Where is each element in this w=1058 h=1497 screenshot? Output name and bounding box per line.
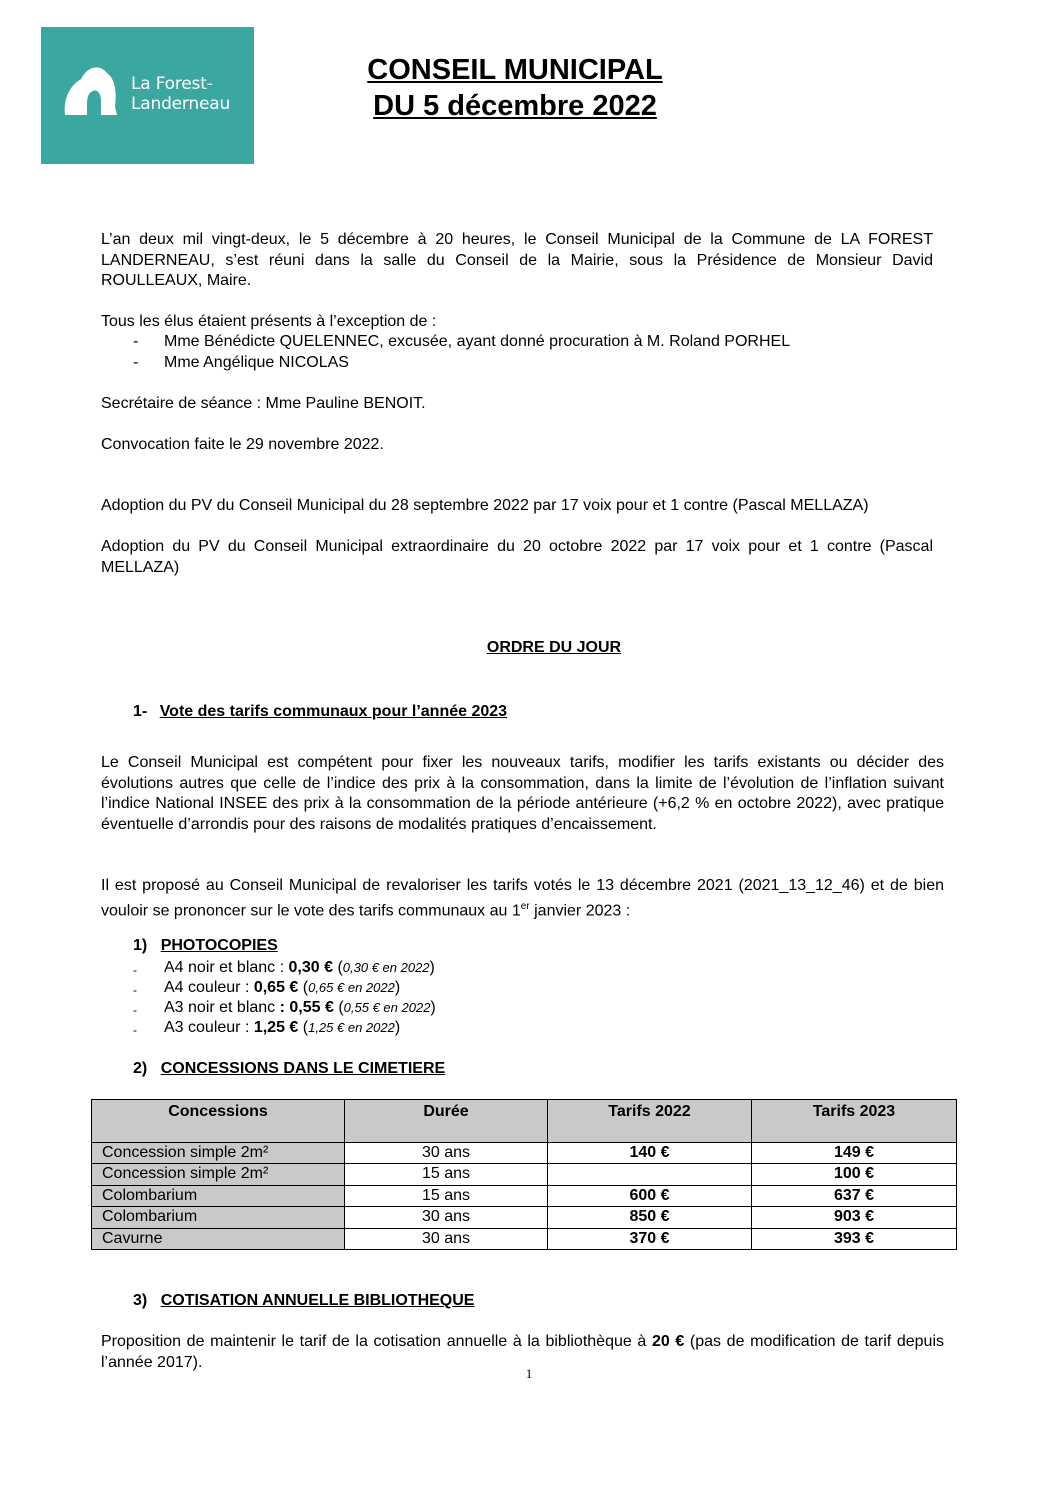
section-1-paragraph-2 <box>101 876 944 922</box>
adoption-2: Adoption du PV du Conseil Municipal extraordinaire du 20 octobre 2022 par 17 voix pour et 1 contre (Pascal MELLAZA) <box>101 538 933 576</box>
secretary-line: Secrétaire de séance : Mme Pauline BENOIT. <box>101 395 426 412</box>
table-cell: Colombarium <box>92 1207 345 1228</box>
arch-rock-icon <box>57 57 127 147</box>
concessions-table <box>91 1099 957 1250</box>
table-cell: Concession simple 2m² <box>92 1143 345 1164</box>
logo-line-2: Landerneau <box>131 94 231 114</box>
item-price: 0,65 € <box>253 979 299 996</box>
table-cell: Colombarium <box>92 1185 345 1206</box>
item-price: 1,25 € <box>253 1019 299 1036</box>
subsection-number: 2) <box>133 1060 148 1077</box>
section-1-paragraph-1: Le Conseil Municipal est compétent pour fixer les nouveaux tarifs, modifier les tarifs existants ou décider des évolutions autres que celle de l’indice des prix à la consommation, dans la limite de l’évolution de l’inflation suivant l’indice National INSEE des prix à la consommation de la période antérieure (+6,2 % en octobre 2022), avec pratique éventuelle d’arrondis pour des raisons de modalités pratiques d’encaissement. <box>101 754 944 833</box>
table-cell: Cavurne <box>92 1228 345 1249</box>
list-dash: - <box>133 983 137 997</box>
item-label: A3 noir et blanc <box>164 999 280 1016</box>
concessions-heading <box>133 1060 445 1078</box>
section-1-heading <box>133 703 507 721</box>
table-cell <box>548 1164 752 1185</box>
table-row <box>92 1143 957 1164</box>
superscript: er <box>520 900 530 912</box>
table-cell: 15 ans <box>345 1164 548 1185</box>
adoption-1: Adoption du PV du Conseil Municipal du 28 septembre 2022 par 17 voix pour et 1 contre (Pascal MELLAZA) <box>101 497 869 514</box>
document-title-line-1: CONSEIL MUNICIPAL <box>367 54 663 86</box>
paren: ) <box>430 999 436 1016</box>
item-previous-price: 0,30 € en 2022 <box>342 960 430 975</box>
column-header: Concessions <box>92 1100 345 1143</box>
subsection-number: 3) <box>133 1292 148 1309</box>
paragraph-text: janvier 2023 : <box>529 901 631 919</box>
table-cell: 30 ans <box>345 1207 548 1228</box>
column-header: Tarifs 2022 <box>548 1100 752 1143</box>
section-title: Vote des tarifs communaux pour l’année 2023 <box>159 703 508 720</box>
subsection-title: COTISATION ANNUELLE BIBLIOTHEQUE <box>160 1292 475 1309</box>
intro-paragraph: L’an deux mil vingt-deux, le 5 décembre à 20 heures, le Conseil Municipal de la Commune de LA FOREST LANDERNEAU, s’est réuni dans la salle du Conseil de la Mairie, sous la Présidence de Monsieur David ROULLEAUX, Maire. <box>101 231 933 290</box>
paren: ) <box>394 1019 401 1036</box>
page-number: 1 <box>525 1366 533 1381</box>
table-cell: 149 € <box>752 1143 957 1164</box>
table-cell: Concession simple 2m² <box>92 1164 345 1185</box>
item-previous-price: 1,25 € en 2022 <box>308 1020 395 1035</box>
paragraph-text: (pas de modification de tarif depuis l’année 2017). <box>101 1333 945 1371</box>
bibliotheque-heading <box>133 1292 474 1310</box>
table-row <box>92 1164 957 1185</box>
list-dash: - <box>133 1023 137 1037</box>
column-header: Tarifs 2023 <box>752 1100 957 1143</box>
presence-intro: Tous les élus étaient présents à l’exception de : <box>101 313 437 330</box>
item-label: A3 couleur : <box>164 1019 254 1036</box>
table-cell: 370 € <box>548 1228 752 1249</box>
column-header: Durée <box>345 1100 548 1143</box>
logo-text <box>131 74 230 114</box>
absent-text: Mme Bénédicte QUELENNEC, excusée, ayant donné procuration à M. Roland PORHEL <box>164 333 791 350</box>
table-cell: 30 ans <box>345 1228 548 1249</box>
commune-logo <box>41 27 254 164</box>
table-cell: 850 € <box>548 1207 752 1228</box>
photocopies-heading <box>133 937 278 955</box>
list-dash: - <box>133 333 139 350</box>
paragraph-text: Proposition de maintenir le tarif de la cotisation annuelle à la bibliothèque à <box>101 1333 652 1350</box>
paragraph-text: Il est proposé au Conseil Municipal de revaloriser les tarifs votés le 13 décembre 2021 (2021_13_12_46) et de bien vouloir se prononcer sur le vote des tarifs communaux au 1 <box>101 877 944 919</box>
item-price: 0,30 € <box>288 959 333 976</box>
item-label: A4 noir et blanc : <box>164 959 289 976</box>
paren: ( <box>298 1019 309 1036</box>
table-cell: 903 € <box>752 1207 957 1228</box>
table-cell: 100 € <box>752 1164 957 1185</box>
subsection-title: CONCESSIONS DANS LE CIMETIERE <box>160 1060 446 1077</box>
table-row <box>92 1228 957 1249</box>
table-cell: 393 € <box>752 1228 957 1249</box>
paren: ( <box>333 999 344 1016</box>
document-title-line-2: DU 5 décembre 2022 <box>373 90 657 122</box>
convocation-line: Convocation faite le 29 novembre 2022. <box>101 436 384 453</box>
list-dash: - <box>133 963 137 977</box>
agenda-title: ORDRE DU JOUR <box>486 639 622 656</box>
table-cell: 140 € <box>548 1143 752 1164</box>
item-previous-price: 0,65 € en 2022 <box>308 980 395 995</box>
item-previous-price: 0,55 € en 2022 <box>343 1000 431 1015</box>
item-label: A4 couleur : <box>164 979 254 996</box>
item-price: : 0,55 € <box>279 999 334 1016</box>
list-dash: - <box>133 354 139 371</box>
absent-text: Mme Angélique NICOLAS <box>164 354 349 371</box>
table-cell: 30 ans <box>345 1143 548 1164</box>
paren: ) <box>429 959 435 976</box>
table-header-row <box>92 1100 957 1143</box>
list-dash: - <box>133 1003 137 1017</box>
cotisation-price: 20 € <box>651 1333 685 1350</box>
table-cell: 15 ans <box>345 1185 548 1206</box>
paren: ) <box>394 979 401 996</box>
paren: ( <box>298 979 309 996</box>
section-number: 1- <box>133 703 148 720</box>
subsection-title: PHOTOCOPIES <box>160 937 278 954</box>
table-row <box>92 1185 957 1206</box>
subsection-number: 1) <box>133 937 148 954</box>
table-cell: 637 € <box>752 1185 957 1206</box>
paren: ( <box>333 959 343 976</box>
logo-line-1: La Forest- <box>131 74 213 94</box>
table-row <box>92 1207 957 1228</box>
table-cell: 600 € <box>548 1185 752 1206</box>
